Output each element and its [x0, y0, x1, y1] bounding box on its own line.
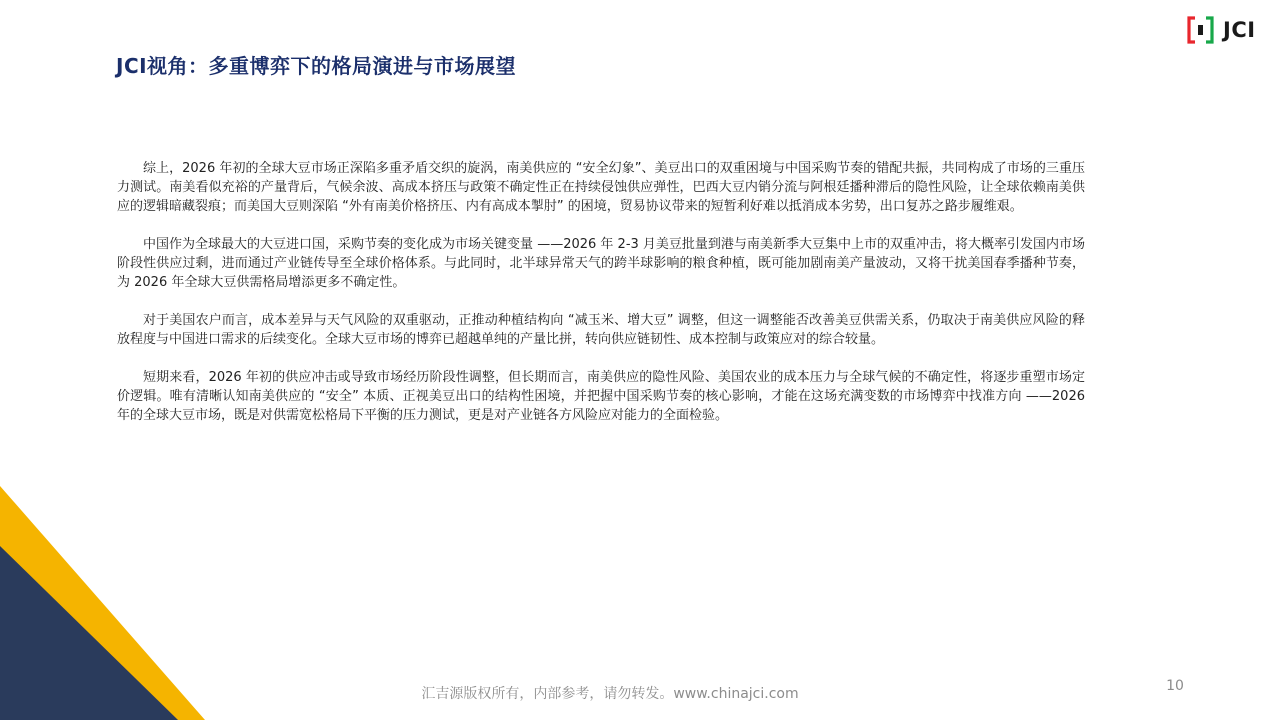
paragraph-3: 对于美国农户而言，成本差异与天气风险的双重驱动，正推动种植结构向 “减玉米、增大豆” 调整，但这一调整能否改善美豆供需关系，仍取决于南美供应风险的释放程度与中国进口需求的后续变化。全球大豆市场的博弈已超越单纯的产量比拼，转向供应链韧性、成本控制与政策应对的综合较量。 [117, 313, 1085, 347]
jci-logo-icon [1187, 16, 1221, 44]
body-text [117, 159, 1085, 444]
slide-title: JCI视角：多重博弈下的格局演进与市场展望 [116, 54, 517, 78]
jci-logo [1187, 16, 1256, 44]
footer-copyright: 汇吉源版权所有，内部参考，请勿转发。www.chinajci.com [421, 686, 799, 702]
paragraph-4: 短期来看，2026 年初的供应冲击或导致市场经历阶段性调整，但长期而言，南美供应的隐性风险、美国农业的成本压力与全球气候的不确定性，将逐步重塑市场定价逻辑。唯有清晰认知南美供应的 “安全” 本质、正视美豆出口的结构性困境，并把握中国采购节奏的核心影响，才能在这场充满变数的市场博弈中找准方向 ——2026 年的全球大豆市场，既是对供需宽松格局下平衡的压力测试，更是对产业链各方风险应对能力的全面检验。 [117, 370, 1085, 423]
paragraph-1: 综上，2026 年初的全球大豆市场正深陷多重矛盾交织的旋涡，南美供应的 “安全幻象”、美豆出口的双重困境与中国采购节奏的错配共振，共同构成了市场的三重压力测试。南美看似充裕的产量背后，气候余波、高成本挤压与政策不确定性正在持续侵蚀供应弹性，巴西大豆内销分流与阿根廷播种滞后的隐性风险，让全球依赖南美供应的逻辑暗藏裂痕；而美国大豆则深陷 “外有南美价格挤压、内有高成本掣肘” 的困境，贸易协议带来的短暂利好难以抵消成本劣势，出口复苏之路步履维艰。 [117, 161, 1085, 214]
paragraph-2: 中国作为全球最大的大豆进口国，采购节奏的变化成为市场关键变量 ——2026 年 2-3 月美豆批量到港与南美新季大豆集中上市的双重冲击，将大概率引发国内市场阶段性供应过剩，进而通过产业链传导至全球价格体系。与此同时，北半球异常天气的跨半球影响的粮食种植，既可能加剧南美产量波动，又将干扰美国春季播种节奏，为 2026 年全球大豆供需格局增添更多不确定性。 [117, 237, 1085, 290]
logo-text: JCI [1223, 18, 1256, 42]
page-number: 10 [1166, 678, 1184, 694]
